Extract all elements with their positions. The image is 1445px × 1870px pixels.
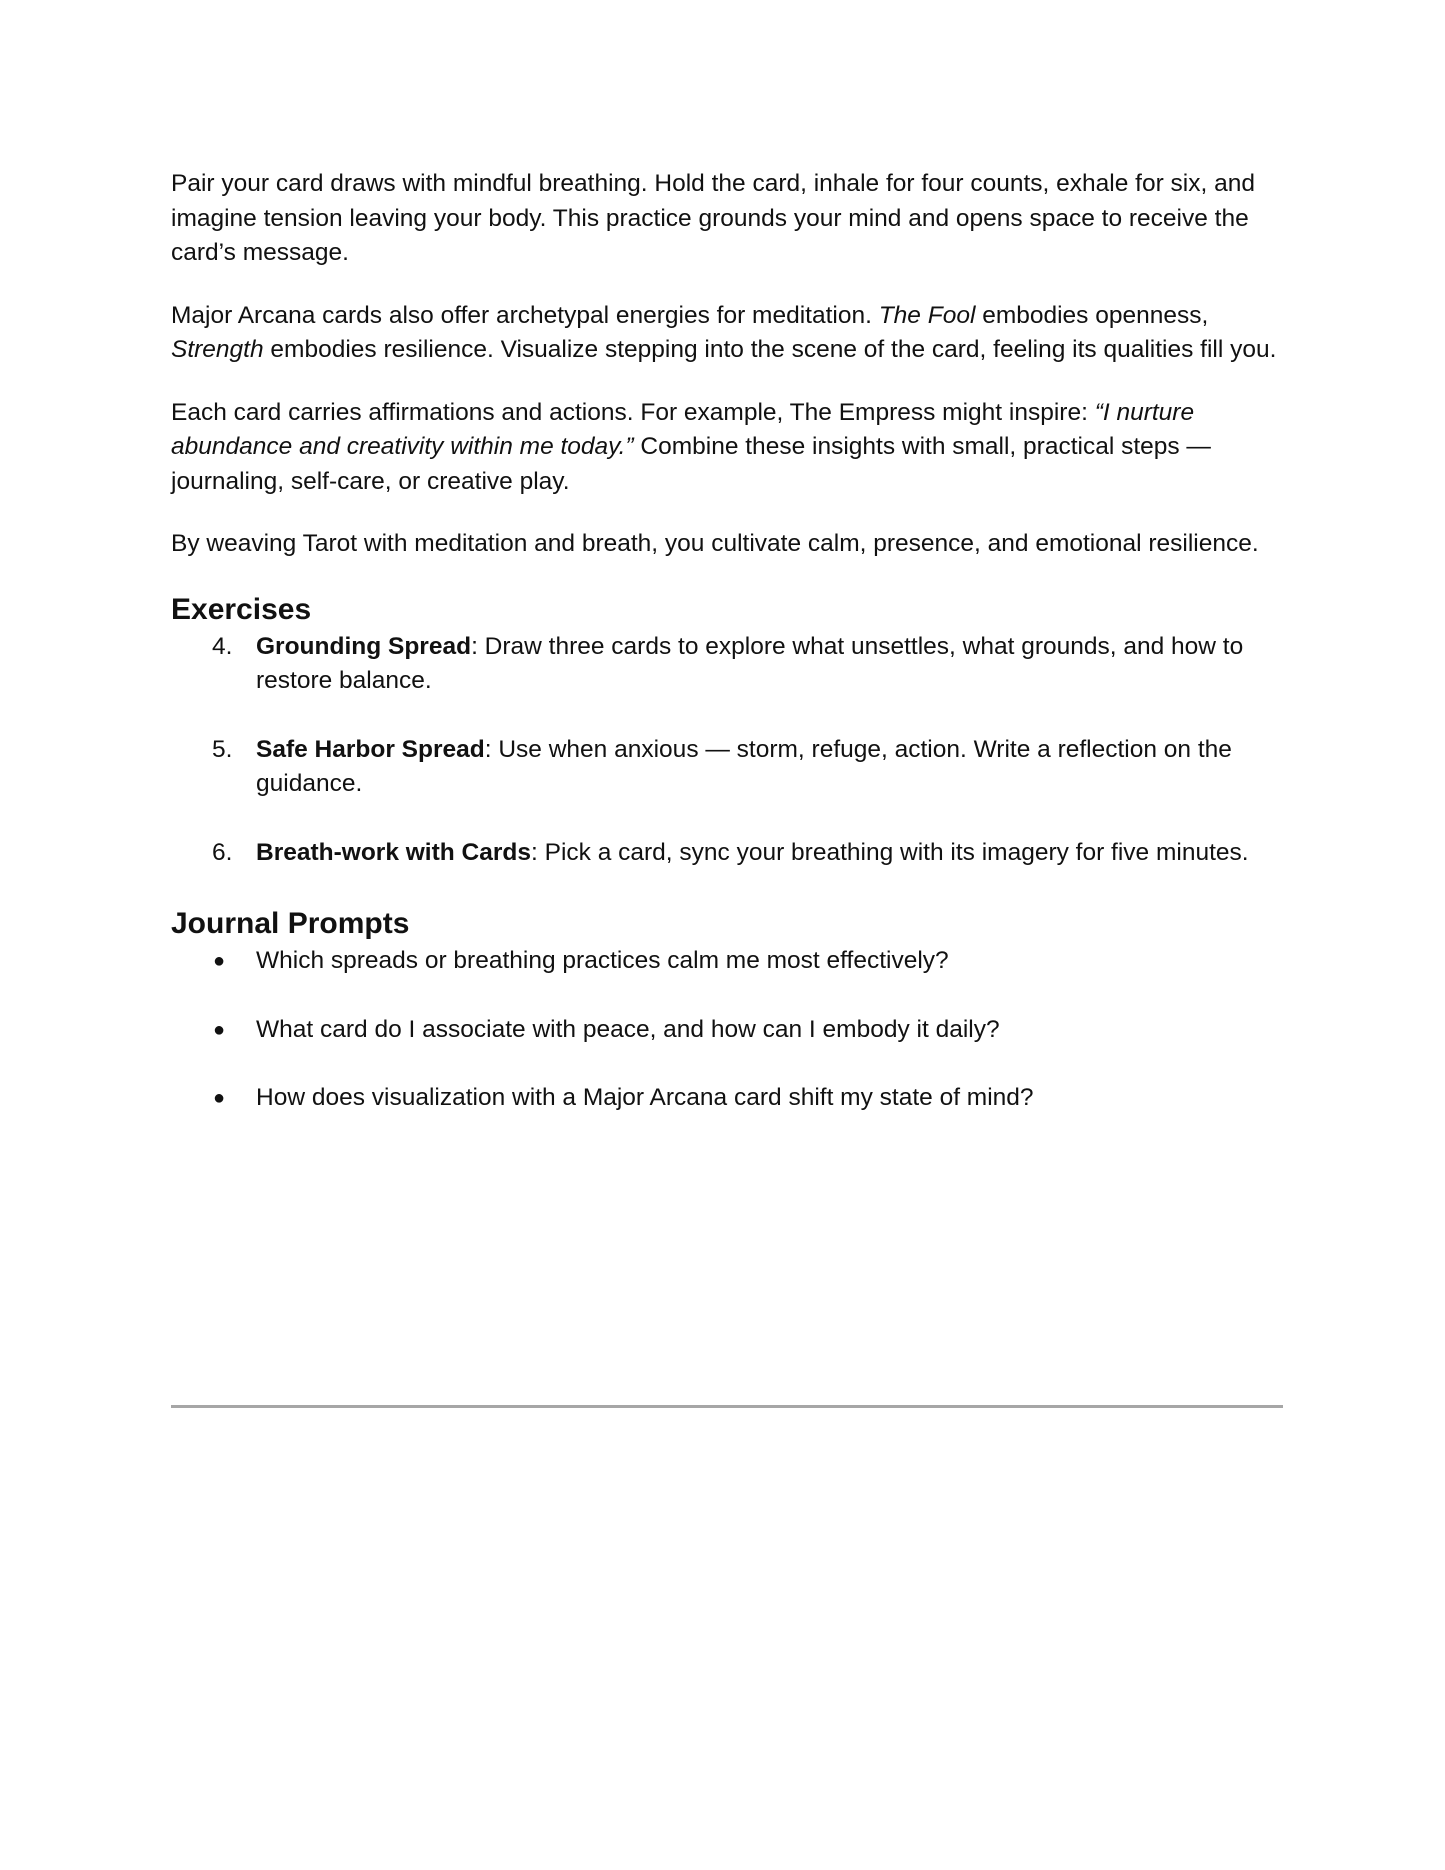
list-number: 6. <box>212 838 233 866</box>
paragraph-text: Major Arcana cards also offer archetypal energies for meditation. <box>171 301 879 329</box>
exercise-list <box>171 630 1283 871</box>
journal-prompts-heading: Journal Prompts <box>171 907 410 940</box>
paragraph-affirmations <box>171 396 1283 500</box>
affirmation-quote: “I nurture abundance and creativity within me today.” <box>171 398 1195 460</box>
prompt-text: How does visualization with a Major Arcana card shift my state of mind? <box>256 1084 1034 1111</box>
horizontal-divider <box>171 1405 1283 1408</box>
journal-prompt-list <box>171 944 1283 1116</box>
paragraph-text: Combine these insights with small, practical steps — journaling, self-care, or creative play. <box>171 433 1211 495</box>
bullet-icon: ● <box>213 1018 226 1041</box>
list-number: 4. <box>212 632 233 660</box>
exercise-text: : Draw three cards to explore what unsettles, what grounds, and how to restore balance. <box>256 632 1244 694</box>
exercise-title: Safe Harbor Spread <box>256 735 485 763</box>
paragraph-text: Each card carries affirmations and actions. For example, The Empress might inspire: <box>171 398 1095 426</box>
exercise-text: : Pick a card, sync your breathing with its imagery for five minutes. <box>531 838 1249 866</box>
exercise-text: : Use when anxious — storm, refuge, action. Write a reflection on the guidance. <box>256 735 1232 797</box>
card-name-the-fool: The Fool <box>878 301 976 329</box>
list-item <box>171 1013 1283 1048</box>
paragraph-breathing: Pair your card draws with mindful breathing. Hold the card, inhale for four counts, exhale for six, and imagine tension leaving your body. This practice grounds your mind and opens space to receive the card’s message. <box>171 170 1255 266</box>
list-number: 5. <box>212 735 233 763</box>
paragraph-major-arcana <box>171 299 1283 368</box>
bullet-icon: ● <box>213 1087 226 1109</box>
list-item <box>171 733 1283 802</box>
bullet-icon: ● <box>213 950 226 972</box>
exercises-heading: Exercises <box>171 592 312 626</box>
prompt-text: What card do I associate with peace, and how can I embody it daily? <box>256 1015 1000 1043</box>
list-item <box>171 1081 1283 1116</box>
prompt-text: Which spreads or breathing practices calm me most effectively? <box>256 947 949 974</box>
document-page <box>171 167 1283 1150</box>
paragraph-text: embodies openness, <box>975 301 1209 329</box>
card-name-strength: Strength <box>171 336 264 363</box>
paragraph-text: embodies resilience. Visualize stepping into the scene of the card, feeling its qualities fill you. <box>263 336 1277 363</box>
list-item <box>171 630 1283 699</box>
list-item <box>171 944 1283 979</box>
exercise-title: Breath-work with Cards <box>256 838 531 866</box>
paragraph-conclusion: By weaving Tarot with meditation and breath, you cultivate calm, presence, and emotional resilience. <box>171 530 1259 557</box>
exercise-title: Grounding Spread <box>256 632 472 660</box>
list-item <box>171 836 1283 871</box>
